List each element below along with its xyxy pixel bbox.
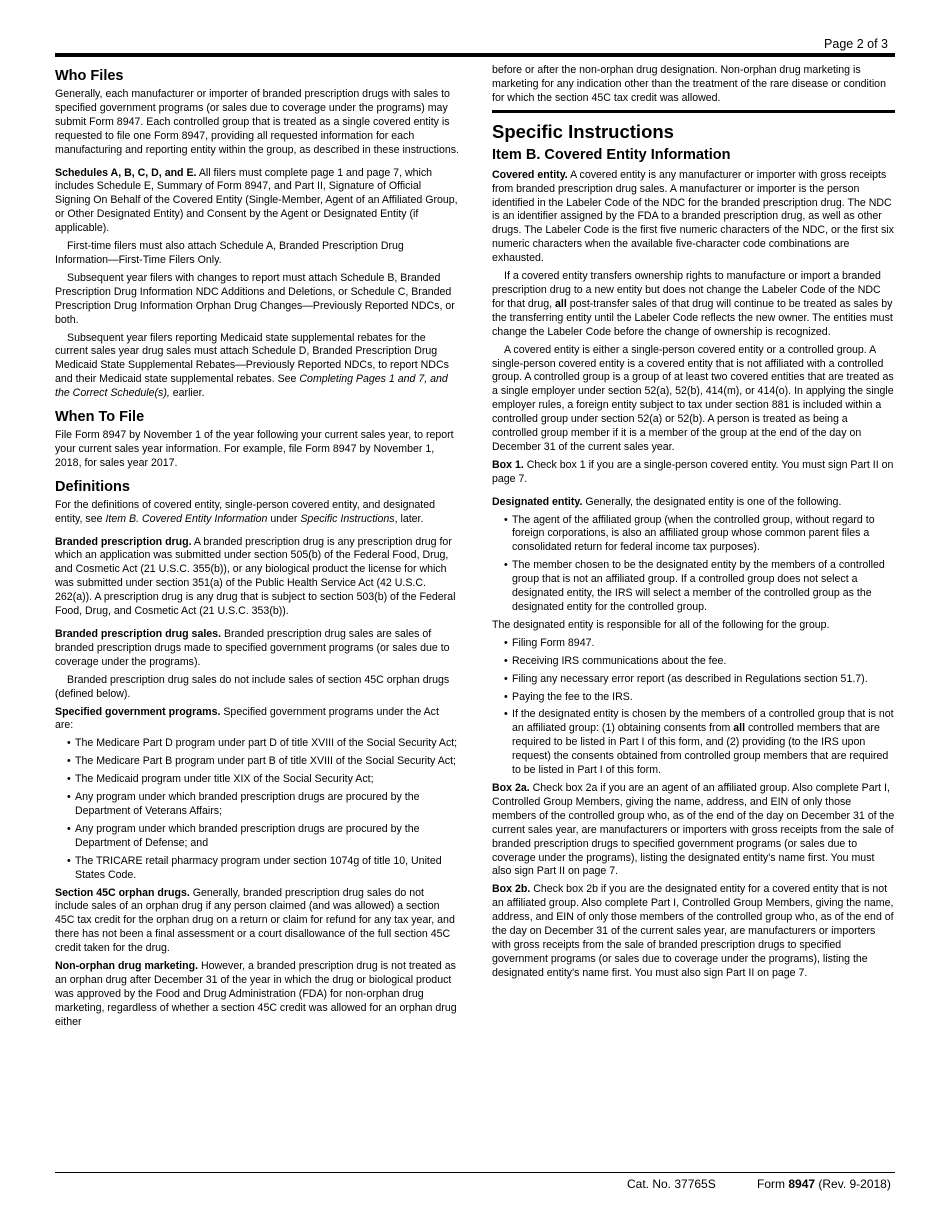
- when-to-file-heading: When To File: [55, 409, 145, 426]
- responsibilities-list: [492, 637, 895, 778]
- subsequent-2-text-b: earlier.: [169, 387, 205, 400]
- box-2b-lead: Box 2b.: [492, 883, 531, 896]
- subsequent-2-text-a: Subsequent year filers reporting Medicaid state supplemental rebates for the current sales year drug sales must attach Schedule D, Branded Prescription Drug Medicaid State Supplemental Rebates—Previously Reported NDCs, to report NDCs and their Medicaid state supplemental rebates. See: [55, 331, 449, 386]
- box-1-paragraph: [492, 459, 895, 487]
- box-2a-lead: Box 2a.: [492, 781, 530, 794]
- list-item: • Filing any necessary error report (as described in Regulations section 51.7).: [492, 673, 895, 687]
- specific-instructions-heading: Specific Instructions: [492, 120, 674, 142]
- branded-sales-paragraph: [55, 628, 459, 670]
- schedules-lead: Schedules A, B, C, D, and E.: [55, 166, 197, 179]
- first-time-paragraph: First-time filers must also attach Schedule A, Branded Prescription Drug Information—First-Time Filers Only.: [55, 240, 404, 266]
- right-column: [492, 64, 895, 985]
- list-item: • The Medicaid program under title XIX of the Social Security Act;: [55, 773, 459, 787]
- transfer-bold: all: [555, 297, 567, 310]
- covered-entity-paragraph: [492, 169, 895, 266]
- orphan-drugs-text: Generally, branded prescription drug sales do not include sales of an orphan drug if any person claimed (and was allowed) a section 45C tax credit for the orphan drug on a return or claim for refund for any tax year, and there has not been a final assessment or a court disallowance of the full section 45C credit taken for the drug.: [55, 886, 455, 955]
- item-b-heading: Item B. Covered Entity Information: [492, 146, 731, 163]
- last-item-text-a: If the designated entity is chosen by the members of a controlled group that is not an affiliated group: (1) obtaining consents from: [512, 708, 894, 735]
- subsequent-paragraph-2: [55, 332, 459, 402]
- designated-entity-paragraph: [492, 496, 895, 510]
- transfer-text-b: post-transfer sales of that drug will continue to be treated as sales by the transferring entity until the Labeler Code reflects the new owner. The entities must change the Labeler Code before the change of ownership is recognized.: [492, 297, 893, 338]
- definitions-intro: [55, 499, 459, 527]
- controlled-group-paragraph: A covered entity is either a single-person covered entity or a controlled group. A single-person covered entity is a covered entity that is not affiliated with a controlled group. A controlled group is a group of at least two covered entities that are treated as a single employer under section 52(a), 52(b), 414(m), or 414(o). In applying the single employer rules, a foreign entity subject to tax under section 881 is included within a controlled group under section 52(a) or 52(b). A person is treated as being a controlled group member if it is a member of the group at the end of the day on December 31 of the current sales year.: [492, 343, 894, 453]
- non-orphan-paragraph: [55, 960, 459, 1030]
- definitions-intro-c: , later.: [394, 512, 424, 525]
- box-2b-paragraph: [492, 883, 895, 980]
- branded-sales-text: Branded prescription drug sales are sales of branded prescription drugs made to specified government programs (or sales due to coverage under the programs).: [55, 628, 450, 668]
- list-item: • The Medicare Part D program under part D of title XVIII of the Social Security Act;: [55, 737, 459, 751]
- box-2b-text: Check box 2b if you are the designated entity for a covered entity that is not an affiliated group. Also complete Part I, Controlled Group Members, giving the name, address, and EIN of only those members of the controlled group who, as of the end of the day on December 31 of the current sales year, are manufacturers or importers with gross receipts from the sale of branded prescription drugs to specified government programs (or sales due to coverage under the programs), listing the designated entity's name first. You must also sign Part II on page 7.: [492, 883, 894, 979]
- definitions-intro-italic-1: Item B. Covered Entity Information: [105, 512, 268, 525]
- definitions-intro-a: For the definitions of covered entity, single-person covered entity, and designated entity, see: [55, 498, 436, 525]
- subsequent-2-italic: Completing Pages 1 and 7, and the Correct Schedule(s),: [55, 373, 448, 400]
- list-item: • Any program under which branded prescription drugs are procured by the Department of Defense; and: [55, 823, 459, 851]
- top-rule: [55, 53, 895, 57]
- continuation-paragraph: before or after the non-orphan drug designation. Non-orphan drug marketing is marketing for any indication other than the treatment of the rare disease or condition for which the section 45C tax credit was allowed.: [492, 64, 886, 104]
- schedules-text: All filers must complete page 1 and page 7, which includes Schedule E, Summary of Form 8947, and Part II, Signature of Official Signing On Behalf of the Covered Entity (Single-Member, Agent of an Affiliated Group, or Other Designated Entity) and Consent by the Agent or Designated Entity (if applicable).: [55, 166, 458, 235]
- list-item: • Filing Form 8947.: [492, 637, 895, 651]
- when-to-file-paragraph: File Form 8947 by November 1 of the year following your current sales year, to report your current sales year information. For example, file Form 8947 by November 1, 2018, for sales year 2017.: [55, 429, 454, 469]
- box-1-text: Check box 1 if you are a single-person covered entity. You must sign Part II on page 7.: [492, 458, 894, 485]
- box-2a-paragraph: [492, 782, 895, 879]
- branded-sales-note: Branded prescription drug sales do not include sales of section 45C orphan drugs (defined below).: [55, 673, 450, 700]
- transfer-text-a: If a covered entity transfers ownership rights to manufacture or import a branded prescription drug to a new entity but does not change the Labeler Code of the NDC for that drug,: [492, 270, 881, 310]
- who-files-paragraph: Generally, each manufacturer or importer of branded prescription drugs with sales to specified government programs (or sales due to coverage under the programs) may submit Form 8947. Each controlled group that is treated as a single covered entity is requested to file one Form 8947, providing all requested information for each manufacturing and reporting entity within the group, as described in these instructions.: [55, 88, 459, 156]
- programs-list: [55, 737, 459, 882]
- list-item: • The TRICARE retail pharmacy program under section 1074g of title 10, United States Code.: [55, 855, 459, 883]
- left-column: [55, 64, 459, 1034]
- list-item: • The member chosen to be the designated entity by the members of a controlled group that is not an affiliated group. If a controlled group does not select a designated entity, the IRS will select a member of the controlled group as the designated entity for the controlled group.: [492, 559, 895, 615]
- page-number: Page 2 of 3: [824, 37, 888, 51]
- designated-list: [492, 514, 895, 615]
- list-item: • Receiving IRS communications about the fee.: [492, 655, 895, 669]
- list-item: • Any program under which branded prescription drugs are procured by the Department of Veterans Affairs;: [55, 791, 459, 819]
- covered-entity-lead: Covered entity.: [492, 168, 568, 181]
- branded-sales-lead: Branded prescription drug sales.: [55, 628, 222, 640]
- definitions-intro-b: under: [267, 512, 301, 525]
- box-2a-text: Check box 2a if you are an agent of an affiliated group. Also complete Part I, Controlled Group Members, giving the name, address, and EIN of only those members of the controlled group who, as of the end of the day on December 31 of the current sales year, are manufacturers or importers with gross receipts from the sale of branded prescription drugs to specified government programs (or sales due to coverage under the programs), listing the designated entity's name first. You must also sign Part II on page 7.: [492, 781, 895, 878]
- section-rule: [492, 110, 895, 113]
- form-number-bold: 8947: [788, 1177, 816, 1191]
- form-revision: (Rev. 9-2018): [815, 1177, 891, 1191]
- subsequent-paragraph-1: Subsequent year filers with changes to report must attach Schedule B, Branded Prescription Drug Information NDC Additions and Deletions, or Schedule C, Branded Prescription Drug Information Orphan Drug Changes—Previously Reported NDCs, or both.: [55, 271, 455, 326]
- bottom-rule: [55, 1172, 895, 1173]
- form-number: [757, 1177, 891, 1191]
- orphan-drugs-paragraph: [55, 887, 459, 957]
- non-orphan-text: However, a branded prescription drug is not treated as an orphan drug after December 31 of the year in which the drug or biological product was approved by the Food and Drug Administration (FDA) for non-orphan drug marketing, regardless of whether a section 45C credit was allowed for an orphan drug either: [55, 960, 457, 1028]
- list-item: • The Medicare Part B program under part B of title XVIII of the Social Security Act;: [55, 755, 459, 769]
- specified-programs-text: Specified government programs under the Act are:: [55, 705, 439, 732]
- list-item: • Paying the fee to the IRS.: [492, 691, 895, 705]
- definitions-heading: Definitions: [55, 478, 130, 495]
- definitions-intro-italic-2: Specific Instructions: [300, 512, 395, 525]
- designated-entity-text: Generally, the designated entity is one of the following.: [582, 495, 842, 508]
- covered-entity-text: A covered entity is any manufacturer or importer with gross receipts from branded prescription drug sales. A manufacturer or importer is the person identified in the Labeler Code of the NDC for the branded prescription drug. The NDC is an identifier assigned by the FDA to a branded prescription drug, as well as other drugs. The Labeler Code is the first five numeric characters of the NDC, or the first six numeric characters when the available five-character code combinations are exhausted.: [492, 168, 894, 265]
- responsible-paragraph: The designated entity is responsible for all of the following for the group.: [492, 618, 830, 631]
- branded-drug-text: A branded prescription drug is any prescription drug for which an application was submitted under section 505(b) of the Federal Food, Drug, and Cosmetic Act (21 U.S.C. 355(b)), or any biological product the license for which was submitted under section 351(a) of the Public Health Service Act (42 U.S.C. 262(a)). A prescription drug is any drug that is subject to section 503(b) of the Federal Food, Drug, and Cosmetic Act (21 U.S.C. 353(b)).: [55, 535, 456, 618]
- transfer-paragraph: [492, 270, 895, 340]
- catalog-number: Cat. No. 37765S: [627, 1177, 716, 1191]
- designated-entity-lead: Designated entity.: [492, 495, 583, 508]
- orphan-drugs-lead: Section 45C orphan drugs.: [55, 886, 190, 899]
- form-prefix: Form: [757, 1177, 789, 1191]
- specified-programs-lead: Specified government programs.: [55, 705, 221, 718]
- who-files-heading: Who Files: [55, 68, 124, 84]
- box-1-lead: Box 1.: [492, 458, 524, 471]
- list-item: • The agent of the affiliated group (when the controlled group, without regard to foreign corporations, is also an affiliated group whose common parent files a consolidated return for federal income tax purposes).: [492, 514, 895, 556]
- last-item-text-b: controlled members that are required to be listed in Part I of this form, and (2) providing (to the IRS upon request) the consents obtained from controlled group members that are required to be listed in Part I of this form.: [512, 722, 889, 777]
- specified-programs-paragraph: [55, 706, 459, 734]
- schedules-paragraph: [55, 167, 459, 237]
- non-orphan-lead: Non-orphan drug marketing.: [55, 960, 199, 973]
- branded-drug-paragraph: [55, 536, 459, 619]
- branded-drug-lead: Branded prescription drug.: [55, 535, 192, 548]
- list-item: [492, 708, 895, 778]
- last-item-bold: all: [733, 722, 746, 735]
